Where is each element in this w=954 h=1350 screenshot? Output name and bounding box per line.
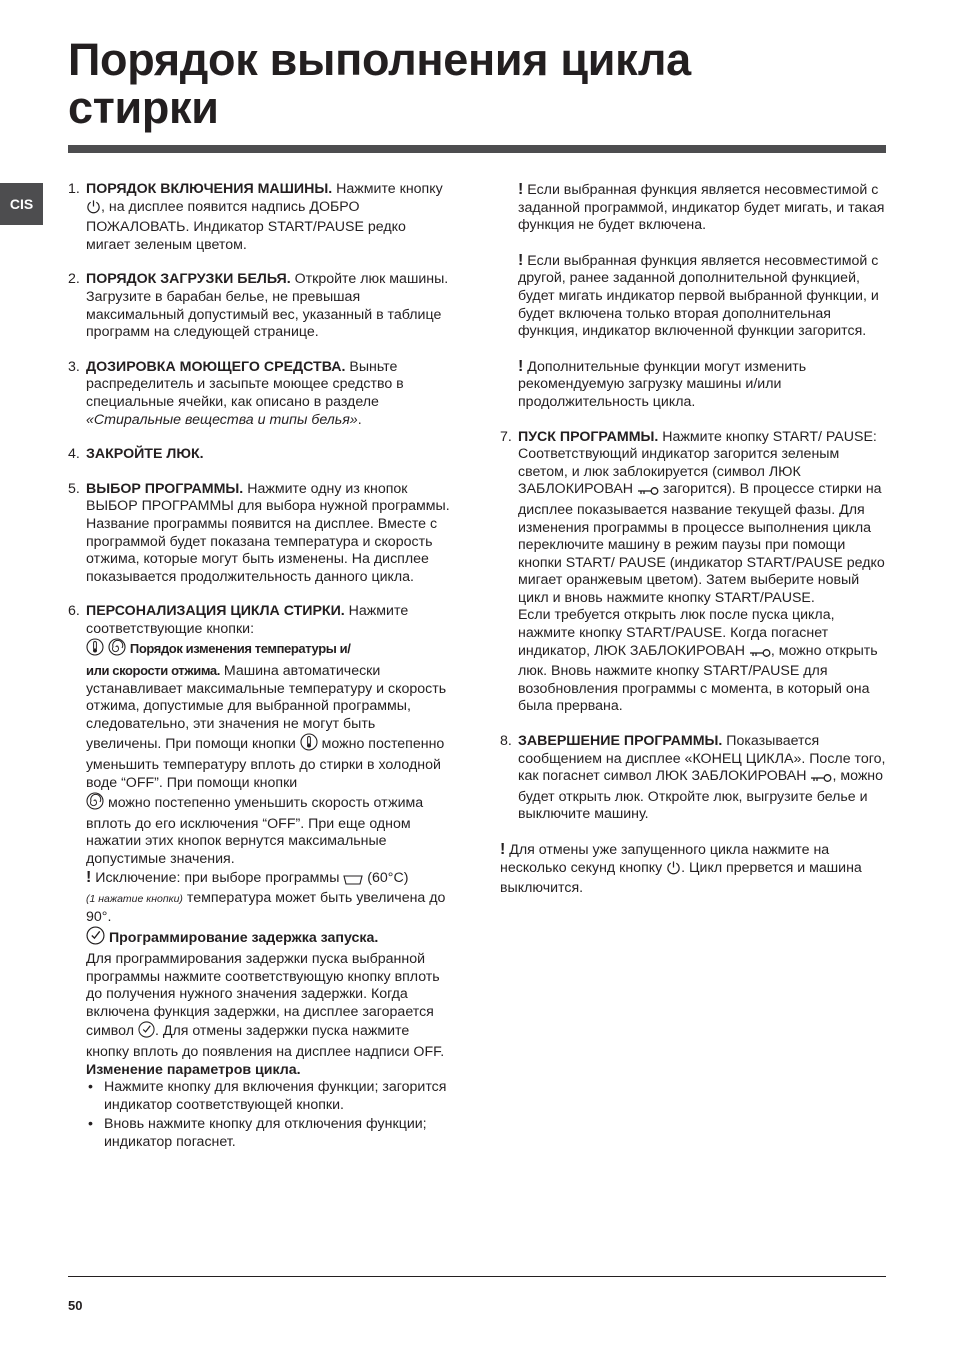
exception-footnote: (1 нажатие кнопки) <box>86 893 183 906</box>
delay-timer-icon <box>138 1021 155 1044</box>
step-1: 1. ПОРЯДОК ВКЛЮЧЕНИЯ МАШИНЫ. Нажмите кнопку , на дисплее появится надпись ДОБРО ПОЖАЛОВАТЬ. Индикатор START/PAUSE редко мигает зеленым цветом. <box>68 181 443 253</box>
change-parameters-heading: Изменение параметров цикла. <box>86 1061 301 1078</box>
thermometer-icon <box>86 638 104 662</box>
warning-mark: ! <box>518 181 524 198</box>
step-heading: ЗАВЕРШЕНИЕ ПРОГРАММЫ. <box>518 733 723 750</box>
step-4 <box>68 446 452 464</box>
page-title-line1: Порядок выполнения цикла <box>68 34 691 85</box>
step-heading: ПОРЯДОК ВКЛЮЧЕНИЯ МАШИНЫ. <box>86 181 333 197</box>
delay-timer-icon <box>86 926 105 951</box>
delay-heading: Программирование задержка запуска. <box>105 930 379 947</box>
temperature-spin-heading: Порядок изменения температуры и/ <box>129 641 351 657</box>
spin-icon <box>86 792 104 816</box>
step-heading: ЗАКРОЙТЕ ЛЮК. <box>86 446 204 463</box>
step-heading: ДОЗИРОВКА МОЮЩЕГО СРЕДСТВА. <box>86 358 346 375</box>
step-number: 3. <box>68 358 80 375</box>
list-item: • Нажмите кнопку для включения функции; загорится индикатор соответствующей кнопки. <box>88 1079 447 1113</box>
power-icon <box>86 199 101 220</box>
step-heading: ВЫБОР ПРОГРАММЫ. <box>86 480 244 497</box>
key-lock-icon <box>637 484 659 502</box>
note-incompatible-function: ! Если выбранная функция является несовместимой с другой, ранее заданной дополнительной функцией, будет мигать индикатор первой выбранной функции, и будет включена только вторая дополнительная функция, индикатор включенной функции загорится. <box>518 251 879 340</box>
key-lock-icon <box>810 771 832 789</box>
step-heading: ПЕРСОНАЛИЗАЦИЯ ЦИКЛА СТИРКИ. <box>86 603 345 620</box>
step-heading: ПУСК ПРОГРАММЫ. <box>518 428 659 445</box>
step-6: 6. ПЕРСОНАЛИЗАЦИЯ ЦИКЛА СТИРКИ. Нажмите соответствующие кнопки: Порядок изменения температуры и/ или скорости отжима. Машина автоматически устанавливает максимальные температуру и скорость отжима, допустимые для выбранной программы, следовательно, эти значения не могут быть увеличены. При помощи кнопки можно постепенно уменьшить температуру вплоть до стирки в холодной воде “OFF”. При помощи кнопки можно постепенно уменьшить скорость отжима вплоть до его исключения “OFF”. При еще одном нажатии этих кнопок вернутся максимальные допустимые значения. ! Исключение: при выборе программы (60°C) (1 нажатие кнопки) температура может быть увеличена до 90°. Программирование задержка запуска. Для программирования задержки пуска выбранной программы нажмите соответствующую кнопку вплоть до получения нужного значения задержки. Когда включена функция задержки, на дисплее загорается символ . Для отмены задержки пуска нажмите кнопку вплоть до появления на дисплее надписи OFF. Изменение параметров цикла. • Нажмите кнопку для включения функции; загорится индикатор соответствующей кнопки. • Вновь нажмите кнопку для отключения функции; индикатор погаснет. <box>68 603 452 1151</box>
note-incompatible-program: ! Если выбранная функция является несовместимой с заданной программой, индикатор будет мигать, и такая функция не будет включена. <box>518 181 885 234</box>
step-number: 4. <box>68 446 80 463</box>
spin-icon <box>108 638 126 662</box>
power-icon <box>666 860 681 881</box>
warning-mark: ! <box>518 357 524 375</box>
key-lock-icon <box>749 646 771 664</box>
title-rule <box>68 145 886 153</box>
page-title-line2: стирки <box>68 82 219 133</box>
thermometer-icon <box>300 733 318 757</box>
note-load-duration: ! Дополнительные функции могут изменить рекомендуемую загрузку машины и/или продолжительность цикла. <box>518 357 807 410</box>
page-number: 50 <box>68 1298 83 1313</box>
language-tab: CIS <box>0 183 43 225</box>
step-number: 2. <box>68 271 80 288</box>
step-3: 3. ДОЗИРОВКА МОЮЩЕГО СРЕДСТВА. Выньте распределитель и засыпьте моющее средство в специальные ячейки, как описано в разделе «Стиральные вещества и типы белья». <box>68 358 404 428</box>
delay-section: Программирование задержка запуска. Для программирования задержки пуска выбранной программы нажмите соответствующую кнопку вплоть до получения нужного значения задержки. Когда включена функция задержки, на дисплее загорается символ . Для отмены задержки пуска нажмите кнопку вплоть до появления на дисплее надписи OFF. <box>86 926 452 1061</box>
step-number: 1. <box>68 181 80 197</box>
right-column <box>500 181 888 898</box>
step-number: 8. <box>500 733 512 750</box>
step-8: 8. ЗАВЕРШЕНИЕ ПРОГРАММЫ. Показывается сообщением на дисплее «КОНЕЦ ЦИКЛА». После того, как погаснет символ ЛЮК ЗАБЛОКИРОВАН , можно будет открыть люк. Откройте люк, выгрузите белье и выключите машину. <box>500 733 886 823</box>
step-heading: ПОРЯДОК ЗАГРУЗКИ БЕЛЬЯ. <box>86 271 291 288</box>
change-parameters-list <box>86 1079 452 1151</box>
step-number: 7. <box>500 428 512 445</box>
step-number: 6. <box>68 603 80 620</box>
footer-rule <box>68 1276 886 1277</box>
temperature-spin-section: Порядок изменения температуры и/ или скорости отжима. Машина автоматически устанавливает максимальные температуру и скорость отжима, допустимые для выбранной программы, следовательно, эти значения не могут быть увеличены. При помощи кнопки можно постепенно уменьшить температуру вплоть до стирки в холодной воде “OFF”. При помощи кнопки можно постепенно уменьшить скорость отжима вплоть до его исключения “OFF”. При еще одном нажатии этих кнопок вернутся максимальные допустимые значения. ! Исключение: при выборе программы (60°C) (1 нажатие кнопки) температура может быть увеличена до 90°. <box>86 638 452 926</box>
step-number: 5. <box>68 480 80 497</box>
step-5: 5. ВЫБОР ПРОГРАММЫ. Нажмите одну из кнопок ВЫБОР ПРОГРАММЫ для выбора нужной программы. Название программы появится на дисплее. Вместе с программой будет показана температура и скорость отжима, которые могут быть изменены. На дисплее показывается продолжительность данного цикла. <box>68 480 450 585</box>
step-2: 2. ПОРЯДОК ЗАГРУЗКИ БЕЛЬЯ. Откройте люк машины. Загрузите в барабан белье, не превышая максимальный допустимый вес, указанный в таблице программ на следующей странице. <box>68 271 449 341</box>
warning-mark: ! <box>500 841 506 858</box>
cancel-cycle-note: ! Для отмены уже запущенного цикла нажмите на несколько секунд кнопку . Цикл прервется и машина выключится. <box>500 841 862 897</box>
list-item: • Вновь нажмите кнопку для отключения функции; индикатор погаснет. <box>88 1116 427 1150</box>
left-column <box>68 181 452 1169</box>
warning-mark: ! <box>518 251 524 269</box>
temperature-spin-heading-2: или скорости отжима. <box>86 663 220 679</box>
warning-mark: ! <box>86 868 92 886</box>
step-7: 7. ПУСК ПРОГРАММЫ. Нажмите кнопку START/ PAUSE: Соответствующий индикатор загорится зеленым светом, и люк заблокируется (символ ЛЮК ЗАБЛОКИРОВАН загорится). В процессе стирки на дисплее показывается название текущей фазы. Для изменения программы в процессе выполнения цикла переключите машину в режим паузы при помощи кнопки START/ PAUSE (индикатор START/PAUSE редко мигает оранжевым цветом). Затем выберите новый цикл и вновь нажмите кнопку START/PAUSE. Если требуется открыть люк после пуска цикла, нажмите кнопку START/PAUSE. Когда погаснет индикатор, ЛЮК ЗАБЛОКИРОВАН , можно открыть люк. Вновь нажмите кнопку START/PAUSE для возобновления программы с момента, в который она была прервана. <box>500 428 885 715</box>
section-reference: «Стиральные вещества и типы белья» <box>86 411 358 428</box>
page-title <box>68 36 691 132</box>
basin-program-icon <box>343 873 363 891</box>
